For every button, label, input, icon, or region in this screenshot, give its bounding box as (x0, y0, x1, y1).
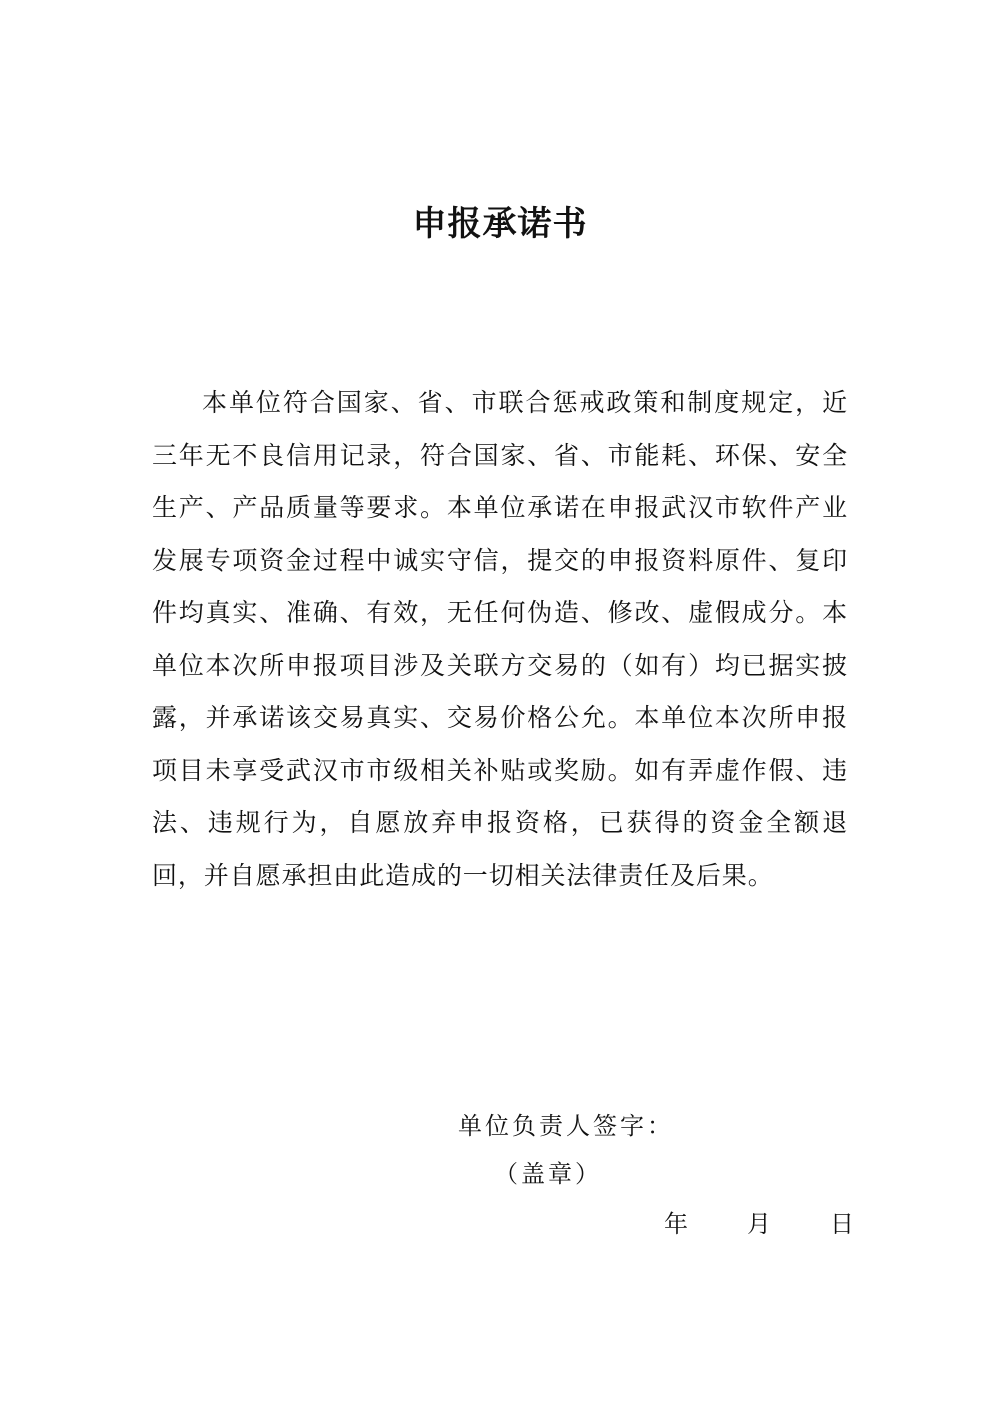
date-year-label: 年 (664, 1210, 688, 1238)
signature-label: 单位负责人签字： (458, 1112, 674, 1140)
seal-label: （盖章） (494, 1160, 602, 1188)
document-title: 申报承诺书 (412, 204, 588, 244)
commitment-paragraph: 本单位符合国家、省、市联合惩戒政策和制度规定，近三年无不良信用记录，符合国家、省、市能耗、环保、安全生产、产品质量等要求。本单位承诺在申报武汉市软件产业发展专项资金过程中诚实守信，提交的申报资料原件、复印件均真实、准确、有效，无任何伪造、修改、虚假成分。本单位本次所申报项目涉及关联方交易的（如有）均已据实披露，并承诺该交易真实、交易价格公允。本单位本次所申报项目未享受武汉市市级相关补贴或奖励。如有弄虚作假、违法、违规行为，自愿放弃申报资格，已获得的资金全额退回，并自愿承担由此造成的一切相关法律责任及后果。 (152, 388, 848, 890)
date-day-label: 日 (830, 1210, 854, 1238)
date-month-label: 月 (747, 1210, 771, 1238)
date-line (664, 1206, 854, 1242)
